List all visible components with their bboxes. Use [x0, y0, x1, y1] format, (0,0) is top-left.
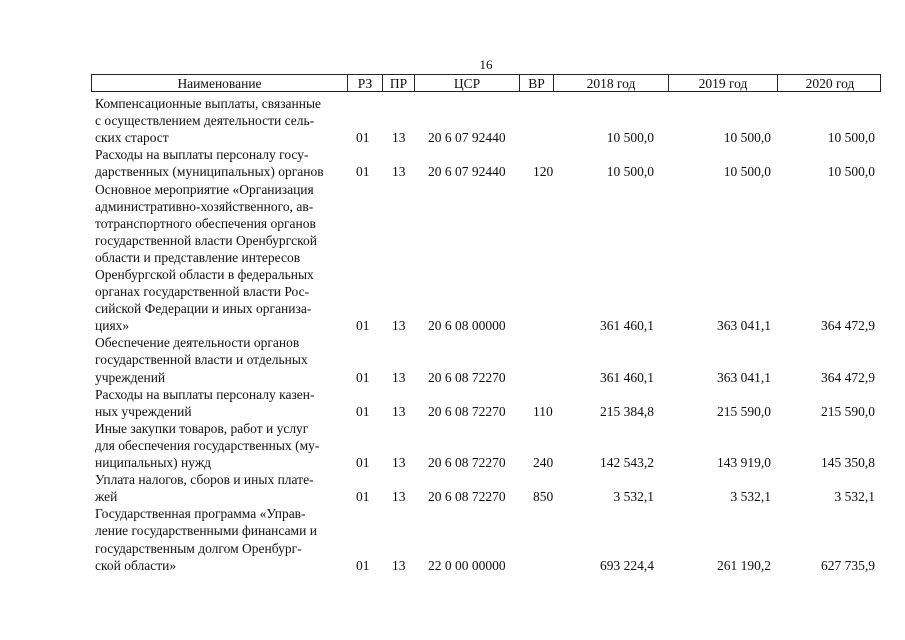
header-year-2020: 2020 год	[805, 76, 855, 91]
row-pr: 13	[392, 164, 406, 180]
row-csr: 20 6 08 72270	[428, 369, 506, 385]
table-row	[0, 181, 905, 335]
row-rz: 01	[356, 164, 370, 180]
row-description-line: ление государственными финансами и	[95, 523, 317, 539]
row-description-line: органах государственной власти Рос-	[95, 284, 310, 300]
row-csr: 22 0 00 00000	[428, 557, 506, 573]
row-description-line: Уплата налогов, сборов и иных плате-	[95, 472, 314, 488]
row-value-2019: 10 500,0	[723, 164, 771, 180]
header-pr: ПР	[383, 75, 415, 91]
row-description-line: Основное мероприятие «Организация	[95, 181, 314, 197]
row-description-line: ских старост	[95, 130, 169, 146]
table-row	[0, 471, 905, 505]
row-description	[95, 334, 355, 385]
row-value-2019: 10 500,0	[723, 130, 771, 146]
row-csr: 20 6 08 72270	[428, 403, 506, 419]
row-value-2020: 364 472,9	[821, 318, 875, 334]
row-csr: 20 6 08 72270	[428, 489, 506, 505]
row-value-2018: 215 384,8	[600, 403, 654, 419]
table-row	[0, 505, 905, 573]
row-csr: 20 6 07 92440	[428, 130, 506, 146]
row-description-line: области и представление интересов	[95, 249, 301, 265]
table-row	[0, 386, 905, 420]
row-description-line: государственным долгом Оренбург-	[95, 540, 302, 556]
row-value-2020: 10 500,0	[827, 130, 875, 146]
row-value-2018: 361 460,1	[600, 318, 654, 334]
row-description-line: ской области»	[95, 557, 177, 573]
row-description-line: жей	[95, 489, 118, 505]
row-value-2018: 10 500,0	[606, 164, 654, 180]
row-description-line: государственной власти Оренбургской	[95, 232, 317, 248]
row-rz: 01	[356, 403, 370, 419]
row-value-2020: 10 500,0	[827, 164, 875, 180]
row-value-2019: 3 532,1	[730, 489, 771, 505]
row-rz: 01	[356, 455, 370, 471]
table-row	[0, 420, 905, 471]
row-csr: 20 6 07 92440	[428, 164, 506, 180]
row-description	[95, 420, 355, 471]
row-rz: 01	[356, 489, 370, 505]
table-row	[0, 146, 905, 180]
row-pr: 13	[392, 318, 406, 334]
row-value-2020: 364 472,9	[821, 369, 875, 385]
row-rz: 01	[356, 130, 370, 146]
header-vr: ВР	[520, 75, 554, 91]
row-value-2018: 693 224,4	[600, 557, 654, 573]
row-description-line: Расходы на выплаты персоналу госу-	[95, 147, 309, 163]
row-description-line: Компенсационные выплаты, связанные	[95, 96, 322, 111]
header-rz: РЗ	[348, 75, 383, 91]
row-pr: 13	[392, 130, 406, 146]
row-description-line: Оренбургской области в федеральных	[95, 266, 314, 282]
page-number: 16	[479, 57, 493, 72]
row-value-2019: 363 041,1	[717, 369, 771, 385]
row-rz: 01	[356, 369, 370, 385]
row-pr: 13	[392, 403, 406, 419]
row-description-line: циях»	[95, 318, 130, 334]
row-value-2018: 3 532,1	[613, 489, 654, 505]
row-description-line: ниципальных) нужд	[95, 455, 212, 471]
row-pr: 13	[392, 369, 406, 385]
row-pr: 13	[392, 455, 406, 471]
row-description-line: Обеспечение деятельности органов	[95, 335, 300, 351]
row-value-2018: 142 543,2	[600, 455, 654, 471]
row-description	[95, 181, 355, 335]
row-vr: 240	[533, 455, 554, 471]
row-description-line: Иные закупки товаров, работ и услуг	[95, 420, 309, 436]
row-value-2020: 215 590,0	[821, 403, 875, 419]
row-description-line: с осуществлением деятельности сель-	[95, 113, 315, 129]
row-value-2019: 363 041,1	[717, 318, 771, 334]
row-description	[95, 95, 355, 146]
row-description-line: учреждений	[95, 369, 166, 385]
row-description-line: Расходы на выплаты персоналу казен-	[95, 386, 315, 402]
header-csr: ЦСР	[415, 75, 520, 91]
row-description	[95, 386, 355, 420]
row-pr: 13	[392, 489, 406, 505]
row-vr: 850	[533, 489, 554, 505]
row-rz: 01	[356, 318, 370, 334]
row-value-2019: 143 919,0	[717, 455, 771, 471]
table-row	[0, 334, 905, 385]
row-description-line: для обеспечения государственных (му-	[95, 437, 320, 453]
row-value-2020: 3 532,1	[834, 489, 875, 505]
row-description-line: тотранспортного обеспечения органов	[95, 215, 316, 231]
row-rz: 01	[356, 557, 370, 573]
row-description-line: сийской Федерации и иных организа-	[95, 301, 312, 317]
row-value-2019: 215 590,0	[717, 403, 771, 419]
row-description-line: административно-хозяйственного, ав-	[95, 198, 314, 214]
table-row	[0, 95, 905, 146]
row-description-line: государственной власти и отдельных	[95, 352, 308, 368]
header-name: Наименование	[92, 75, 348, 91]
table-header	[91, 74, 881, 92]
row-vr: 120	[533, 164, 554, 180]
row-vr: 110	[533, 403, 553, 419]
row-value-2020: 145 350,8	[821, 455, 875, 471]
row-pr: 13	[392, 557, 406, 573]
header-year-2019: 2019 год	[669, 75, 778, 91]
row-value-2019: 261 190,2	[717, 557, 771, 573]
header-year-2018: 2018 год	[554, 75, 669, 91]
row-description-line: дарственных (муниципальных) органов	[95, 164, 324, 180]
row-description	[95, 505, 355, 573]
row-value-2018: 361 460,1	[600, 369, 654, 385]
row-csr: 20 6 08 00000	[428, 318, 506, 334]
row-value-2018: 10 500,0	[606, 130, 654, 146]
row-description	[95, 146, 355, 180]
row-csr: 20 6 08 72270	[428, 455, 506, 471]
row-value-2020: 627 735,9	[821, 557, 875, 573]
row-description-line: Государственная программа «Управ-	[95, 506, 306, 522]
row-description	[95, 471, 355, 505]
row-description-line: ных учреждений	[95, 403, 192, 419]
